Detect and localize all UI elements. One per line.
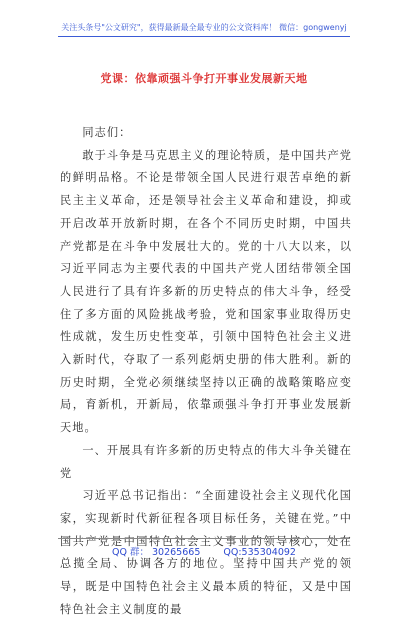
document-title: 党课：依靠顽强斗争打开事业发展新天地 xyxy=(100,72,308,85)
greeting: 同志们： xyxy=(82,126,132,139)
header-banner: 关注头条号"公文研究"，获得最新最全最专业的公文资料库！ 微信：gongwenyj xyxy=(61,23,347,32)
paragraph-1: 敢于斗争是马克思主义的理论特质，是中国共产党的鲜明品格。不论是带领全国人民进行艰苦卓绝的新民主主义革命，还是领导社会主义革命和建设，抑或开启改革开放新时期，在各个不同历史时期，中国共产党都是在斗争中发展壮大的。党的十八大以来，以习近平同志为主要代表的中国共产党人团结带领全国人民进行了具有许多新的历史特点的伟大斗争，经受住了多方面的风险挑战考验，党和国家事业取得历史性成就，发生历史性变革，引领中国特色社会主义进入新时代，夺取了一系列彪炳史册的伟大胜利。新的历史时期，全党必须继续坚持以正确的战略策略应变局，育新机，开新局，依靠顽强斗争打开事业发展新天地。 xyxy=(60,148,352,435)
header-divider xyxy=(58,36,350,37)
footer xyxy=(0,544,408,558)
paragraph-2: 习近平总书记指出：“全面建设社会主义现代化国家，实现新时代新征程各项目标任务，关键在党。”中国共产党是中国特色社会主义事业的领导核心，处在总揽全局、协调各方的地位。坚持中国共产党的领导，既是中国特色社会主义最本质的特征，又是中国特色社会主义制度的最 xyxy=(60,489,352,616)
footer-divider xyxy=(58,538,350,539)
section-heading-1: 一、开展具有许多新的历史特点的伟大斗争关键在党 xyxy=(60,443,352,480)
footer-qq-contact: QQ:535304092 xyxy=(223,547,296,558)
footer-qq-group: QQ 群： 30265665 xyxy=(112,547,201,558)
